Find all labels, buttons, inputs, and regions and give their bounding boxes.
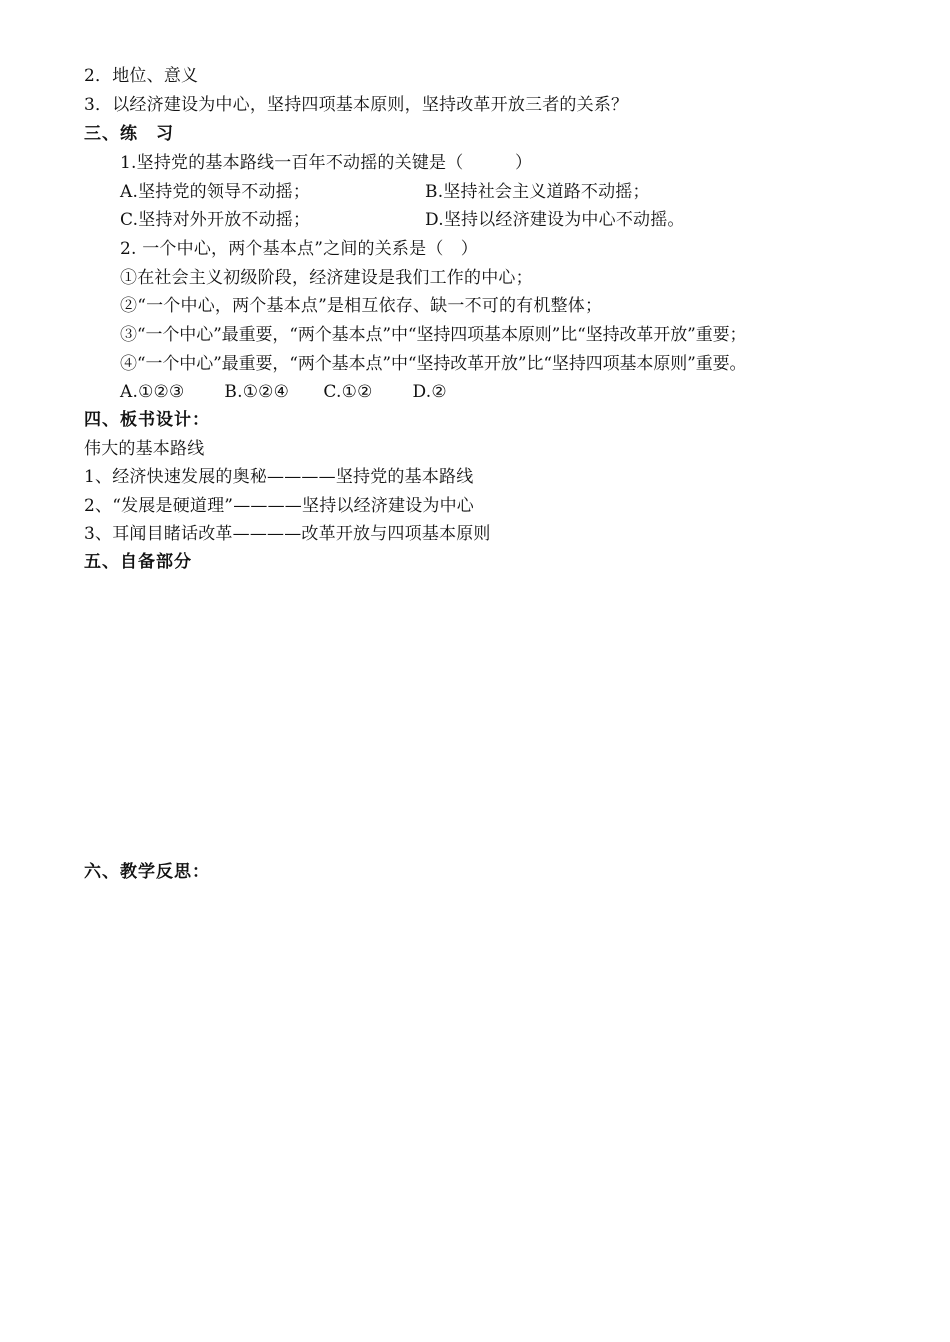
question-2-stem: 2. 一个中心，两个基本点”之间的关系是（ ） <box>120 239 478 259</box>
item-2: 2．地位、意义 <box>84 66 199 86</box>
board-line-2: 2、“发展是硬道理”————坚持以经济建设为中心 <box>84 496 474 516</box>
board-line-1: 1、经济快速发展的奥秘————坚持党的基本路线 <box>84 467 474 487</box>
question-1-options-row-2 <box>120 208 820 232</box>
section-self-prep-heading: 五、自备部分 <box>84 552 192 572</box>
option-c: C.坚持对外开放不动摇； <box>120 210 311 230</box>
question-2-statement-2: ②“一个中心，两个基本点”是相互依存、缺一不可的有机整体； <box>120 296 603 316</box>
board-line-3: 3、耳闻目睹话改革————改革开放与四项基本原则 <box>84 524 491 544</box>
option-b: B.坚持社会主义道路不动摇； <box>425 182 650 202</box>
question-2-choices: A.①②③ B.①②④ C.①② D.② <box>120 382 447 402</box>
question-1-options-row-1 <box>120 180 820 204</box>
option-d: D.坚持以经济建设为中心不动摇。 <box>425 210 685 230</box>
question-2-statement-3: ③“一个中心”最重要，“两个基本点”中“坚持四项基本原则”比“坚持改革开放”重要； <box>120 325 747 345</box>
board-title: 伟大的基本路线 <box>84 439 205 459</box>
option-a: A.坚持党的领导不动摇； <box>120 182 311 202</box>
item-3: 3．以经济建设为中心，坚持四项基本原则，坚持改革开放三者的关系？ <box>84 95 629 115</box>
section-practice-heading: 三、练 习 <box>84 124 174 144</box>
question-2-statement-4: ④“一个中心”最重要，“两个基本点”中“坚持改革开放”比“坚持四项基本原则”重要。 <box>120 354 747 374</box>
question-1-stem: 1.坚持党的基本路线一百年不动摇的关键是（ ） <box>120 153 533 173</box>
section-board-heading: 四、板书设计： <box>84 410 210 430</box>
section-reflection-heading: 六、教学反思： <box>84 862 210 882</box>
question-2-statement-1: ①在社会主义初级阶段，经济建设是我们工作的中心； <box>120 268 533 288</box>
